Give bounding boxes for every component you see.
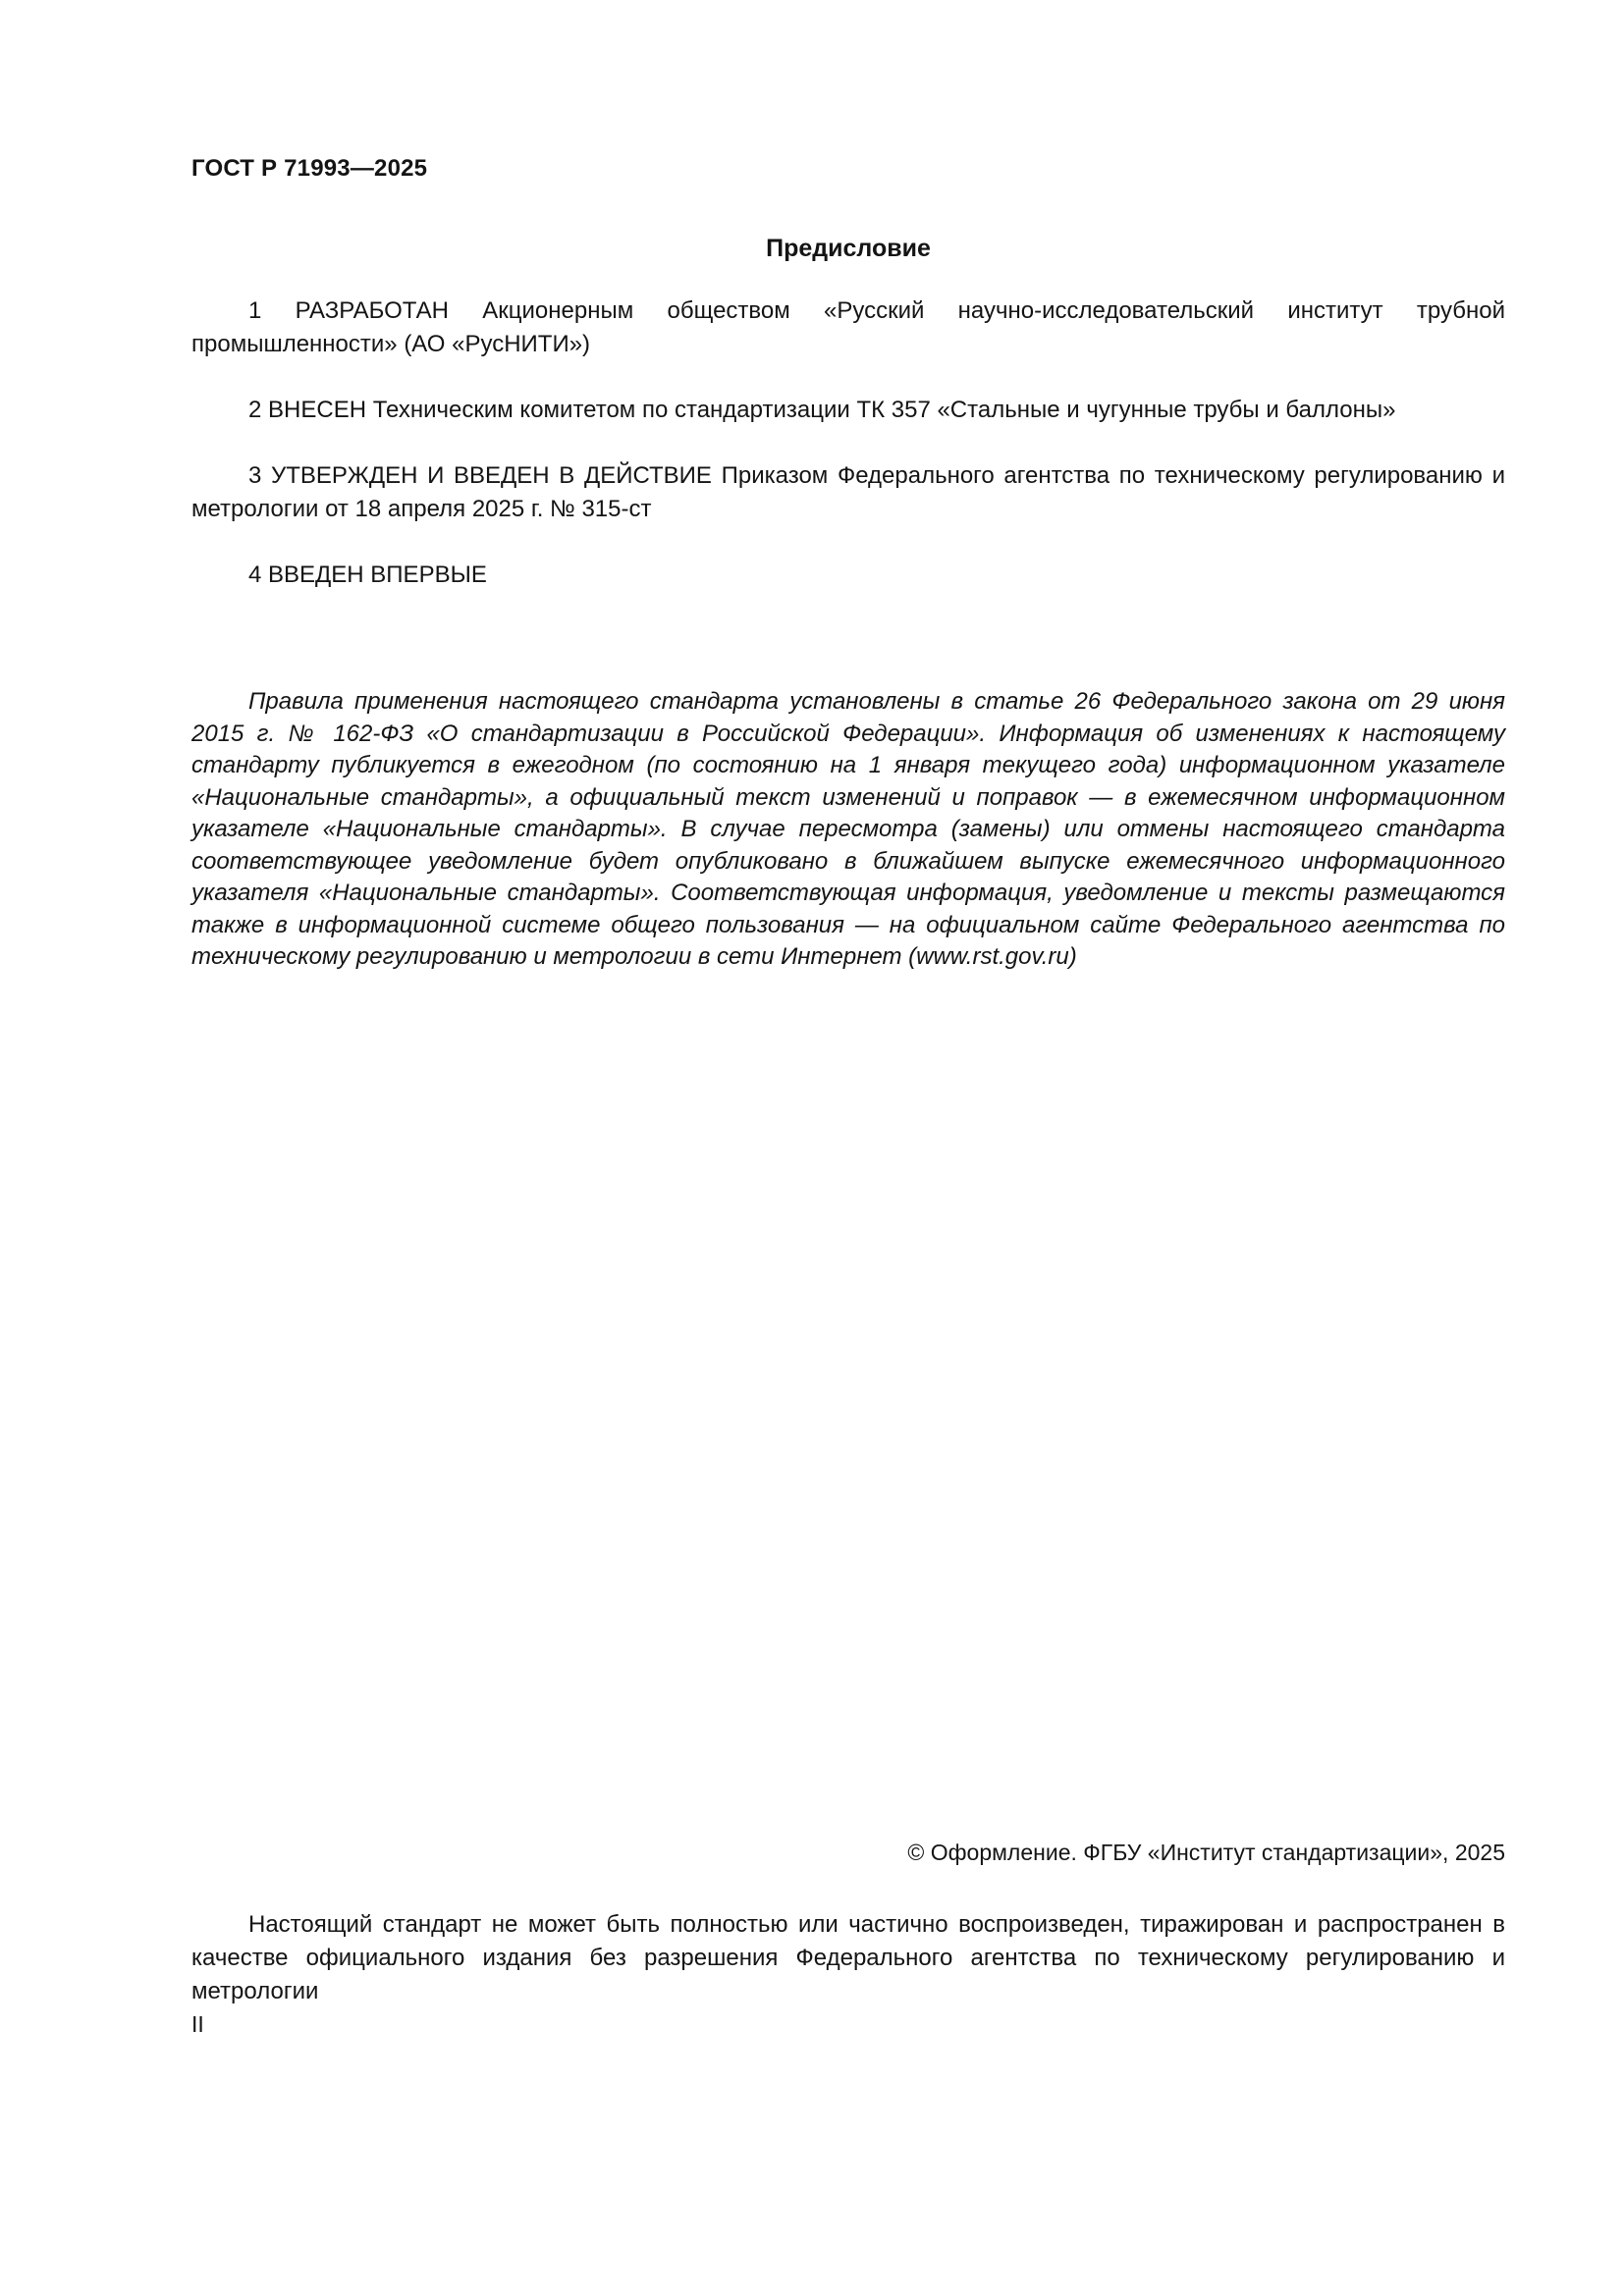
foreword-item-approved: 3 УТВЕРЖДЕН И ВВЕДЕН В ДЕЙСТВИЕ Приказом Федерального агентства по техническому регулированию и метрологии от 18 апреля 2025 г. № 315-ст xyxy=(191,462,1505,522)
page-number: II xyxy=(191,2010,204,2037)
reproduction-notice: Настоящий стандарт не может быть полностью или частично воспроизведен, тиражирован и распространен в качестве официального издания без разрешения Федерального агентства по техническому регулированию и метрологии xyxy=(191,1910,1505,2004)
application-rules-notice: Правила применения настоящего стандарта установлены в статье 26 Федерального закона от 29 июня 2015 г. № 162-ФЗ «О стандартизации в Российской Федерации». Информация об изменениях к настоящему стандарту публикуется в ежегодном (по состоянию на 1 января текущего года) информационном указателе «Национальные стандарты», а официальный текст изменений и поправок — в ежемесячном информационном указателе «Национальные стандарты». В случае пересмотра (замены) или отмены настоящего стандарта соответствующее уведомление будет опубликовано в ближайшем выпуске ежемесячного информационного указателя «Национальные стандарты». Соответствующая информация, уведомление и тексты размещаются также в информационной системе общего пользования — на официальном сайте Федерального агентства по техническому регулированию и метрологии в сети Интернет (www.rst.gov.ru) xyxy=(191,688,1505,970)
page-title: Предисловие xyxy=(766,235,931,262)
foreword-item-first-introduced: 4 ВВЕДЕН ВПЕРВЫЕ xyxy=(248,561,487,588)
foreword-item-submitted: 2 ВНЕСЕН Техническим комитетом по стандартизации ТК 357 «Стальные и чугунные трубы и баллоны» xyxy=(248,397,1396,423)
copyright-line: © Оформление. ФГБУ «Институт стандартизации», 2025 xyxy=(907,1839,1505,1865)
foreword-section xyxy=(191,294,1505,592)
standard-designation: ГОСТ Р 71993—2025 xyxy=(191,155,428,182)
foreword-item-developed: 1 РАЗРАБОТАН Акционерным обществом «Русский научно-исследовательский институт трубной промышленности» (АО «РусНИТИ») xyxy=(191,297,1505,357)
